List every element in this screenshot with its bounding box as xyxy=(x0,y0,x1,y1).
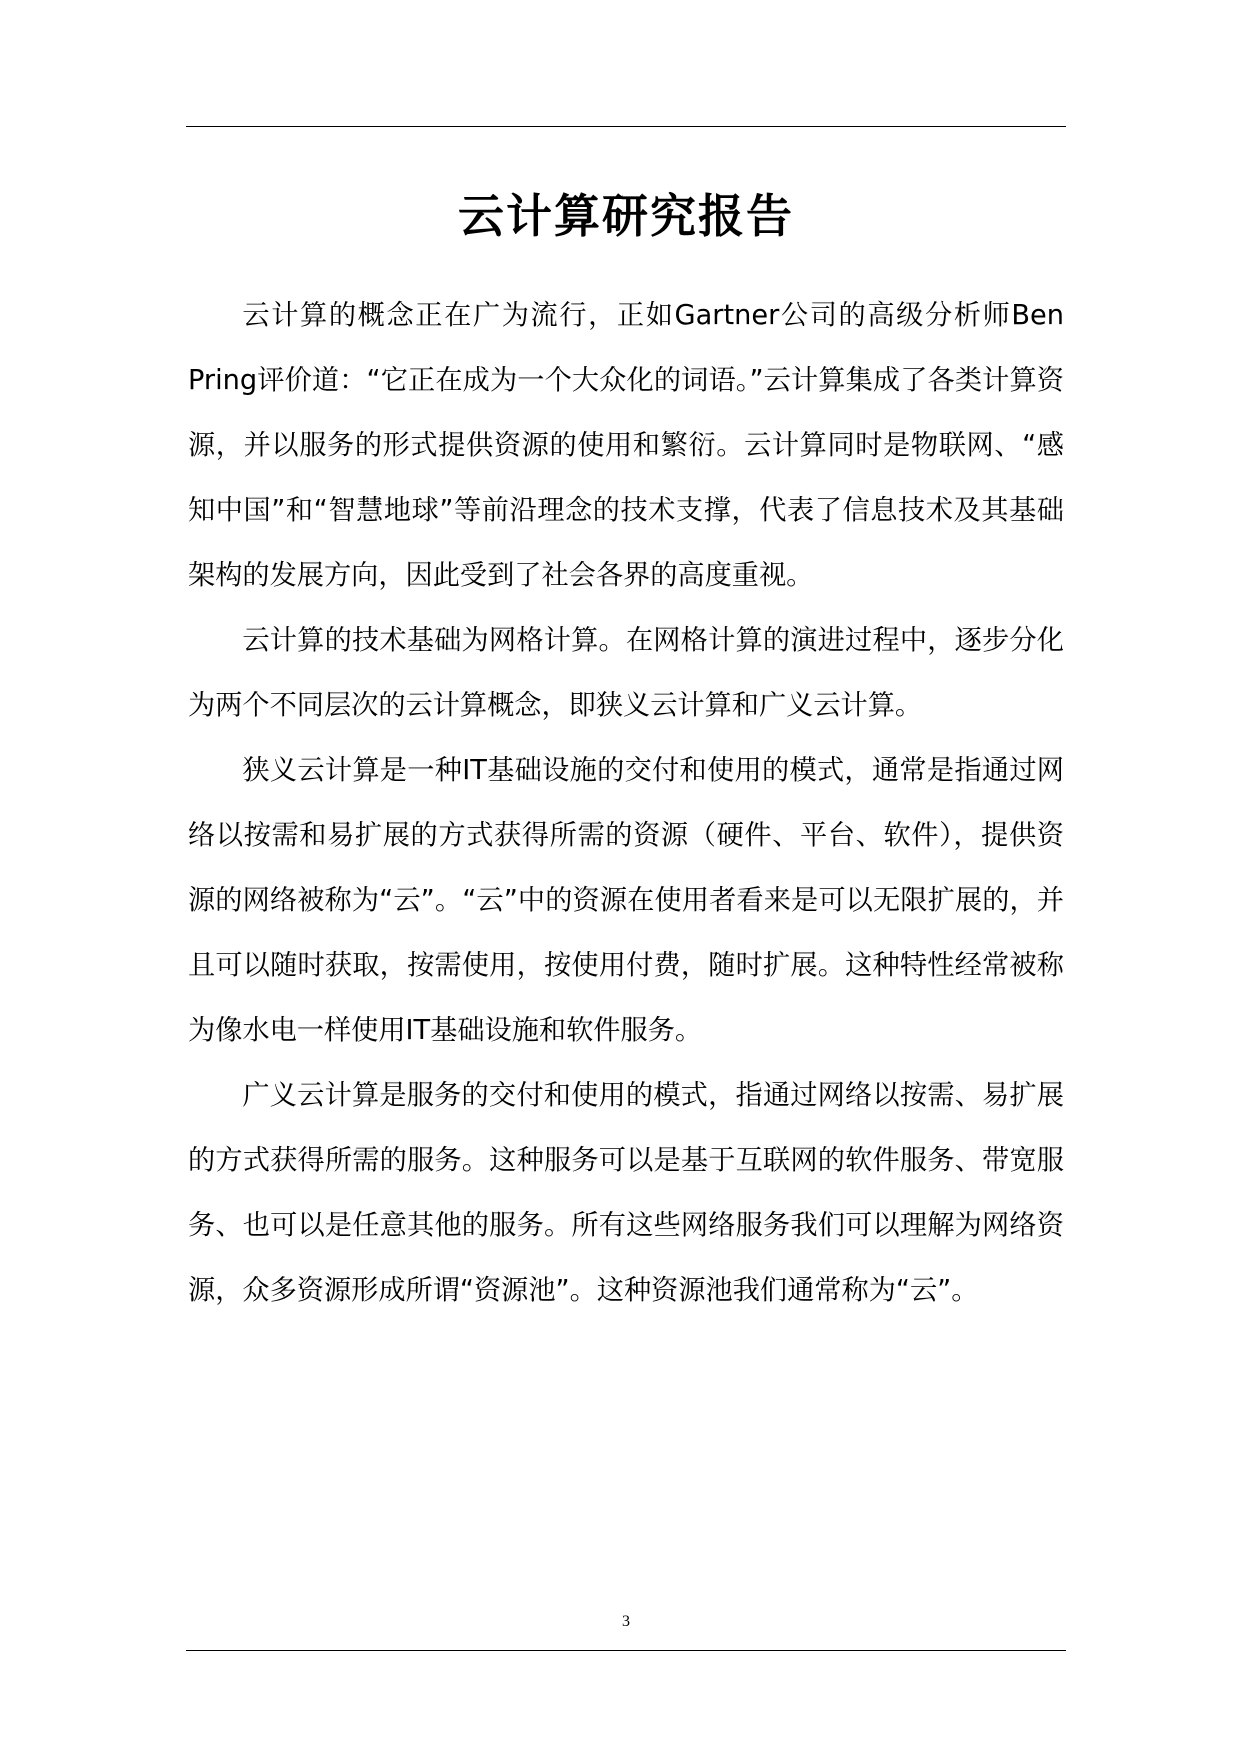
paragraph-3: 狭义云计算是一种IT基础设施的交付和使用的模式，通常是指通过网络以按需和易扩展的方式获得所需的资源（硬件、平台、软件），提供资源的网络被称为“云”。“云”中的资源在使用者看来是可以无限扩展的，并且可以随时获取，按需使用，按使用付费，随时扩展。这种特性经常被称为像水电一样使用IT基础设施和软件服务。 xyxy=(188,755,1064,1046)
document-title: 云计算研究报告 xyxy=(458,188,794,243)
header-rule xyxy=(186,126,1066,127)
footer-rule xyxy=(186,1650,1066,1651)
page-number: 3 xyxy=(622,1613,630,1630)
document-body xyxy=(188,283,1064,1323)
paragraph-1: 云计算的概念正在广为流行，正如Gartner公司的高级分析师Ben Pring评价道：“它正在成为一个大众化的词语。”云计算集成了各类计算资源，并以服务的形式提供资源的使用和繁衍。云计算同时是物联网、“感知中国”和“智慧地球”等前沿理念的技术支撑，代表了信息技术及其基础架构的发展方向，因此受到了社会各界的高度重视。 xyxy=(188,300,1064,591)
paragraph-2: 云计算的技术基础为网格计算。在网格计算的演进过程中，逐步分化为两个不同层次的云计算概念，即狭义云计算和广义云计算。 xyxy=(188,625,1064,721)
paragraph-4: 广义云计算是服务的交付和使用的模式，指通过网络以按需、易扩展的方式获得所需的服务。这种服务可以是基于互联网的软件服务、带宽服务、也可以是任意其他的服务。所有这些网络服务我们可以理解为网络资源，众多资源形成所谓“资源池”。这种资源池我们通常称为“云”。 xyxy=(188,1080,1064,1306)
